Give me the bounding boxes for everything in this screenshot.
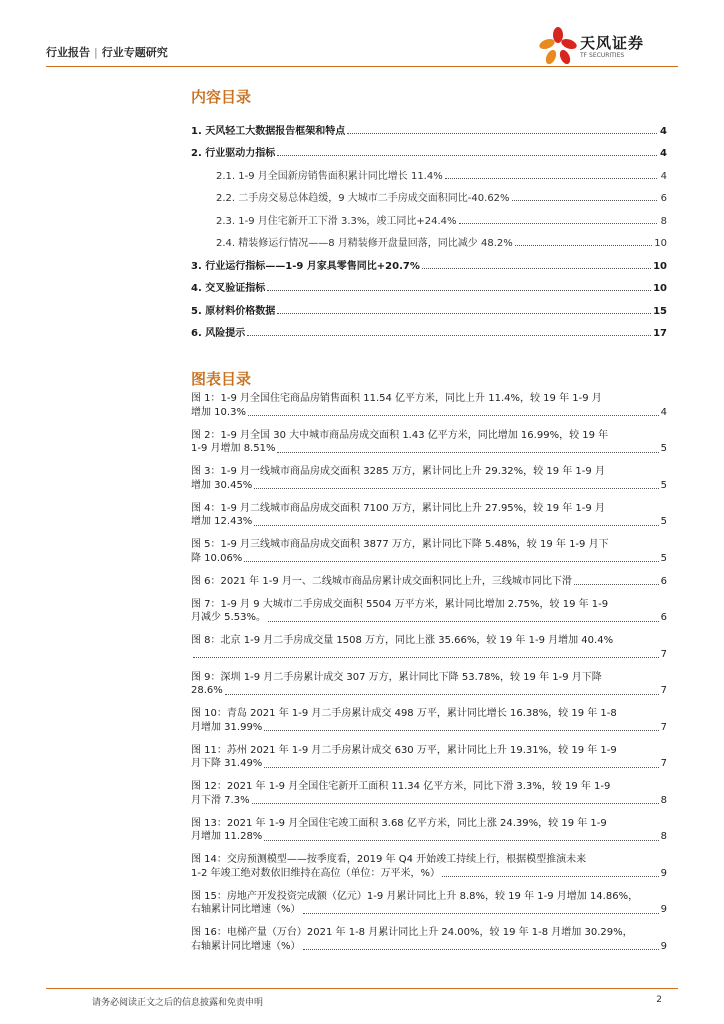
- figure-entry-text: 图 7：1-9 月 9 大城市二手房成交面积 5504 万平方米，累计同比增加 2.75%，较 19 年 1-9: [191, 598, 609, 610]
- figure-entry-text-cont: 增加 30.45%: [191, 479, 253, 491]
- figure-entry-text-cont: 图 6：2021 年 1-9 月一、二线城市商品房累计成交面积同比上升，三线城市同比下滑: [191, 575, 572, 587]
- figure-entry[interactable]: [191, 780, 667, 807]
- figure-entry[interactable]: [191, 634, 667, 661]
- dot-leader: [277, 313, 651, 314]
- toc-entry-text: 1. 天风轻工大数据报告框架和特点: [191, 125, 346, 137]
- figure-entry[interactable]: [191, 853, 667, 880]
- brand-logo: [538, 26, 688, 66]
- dot-leader: [347, 133, 657, 134]
- dot-leader: [303, 949, 659, 950]
- figure-entry-page: 7: [660, 685, 667, 696]
- toc-entry-page: 8: [660, 215, 667, 227]
- figure-entry-page: 8: [660, 831, 667, 842]
- report-subcategory: 行业专题研究: [101, 46, 168, 59]
- figure-entry[interactable]: [191, 429, 667, 456]
- dot-leader: [193, 657, 659, 658]
- figure-entry-page: 9: [660, 940, 667, 952]
- dot-leader: [252, 803, 659, 804]
- dot-leader: [268, 621, 659, 622]
- header-divider: [46, 66, 678, 67]
- figure-entry-text-cont: 增加 10.3%: [191, 406, 246, 418]
- figure-entry[interactable]: [191, 890, 667, 917]
- toc-title: 内容目录: [191, 88, 252, 106]
- dot-leader: [277, 155, 657, 156]
- dot-leader: [303, 913, 659, 914]
- toc-entry-text: 3. 行业运行指标——1-9 月家具零售同比+20.7%: [191, 260, 420, 272]
- figure-entry[interactable]: [191, 817, 667, 844]
- figure-entry-text: 图 10：青岛 2021 年 1-9 月二手房累计成交 498 万平，累计同比增长 16.38%，较 19 年 1-8: [191, 708, 617, 719]
- report-header: [46, 44, 168, 60]
- figure-entry-text-cont: 月下滑 7.3%: [191, 794, 250, 806]
- figure-entry-text: 图 5：1-9 月三线城市商品房成交面积 3877 万方，累计同比下降 5.48%，较 19 年 1-9 月下: [191, 539, 609, 550]
- toc-entry-text: 4. 交叉验证指标: [191, 283, 266, 294]
- page-number: 2: [656, 995, 662, 1005]
- figure-entry[interactable]: [191, 465, 667, 492]
- toc-entry[interactable]: [191, 272, 667, 295]
- figure-entry-text-cont: 月增加 11.28%: [191, 831, 263, 842]
- figure-entry-page: 5: [660, 479, 667, 491]
- dot-leader: [264, 767, 658, 768]
- figure-entry-text-cont: 28.6%: [191, 685, 223, 696]
- dot-leader: [459, 223, 657, 224]
- dot-leader: [574, 584, 659, 585]
- figure-entry-text: 图 12：2021 年 1-9 月全国住宅新开工面积 11.34 亿平方米，同比下滑 3.3%，较 19 年 1-9: [191, 781, 611, 792]
- figure-entry-text: 图 9：深圳 1-9 月二手房累计成交 307 万方，累计同比下降 53.78%，较 19 年 1-9 月下降: [191, 671, 602, 683]
- toc-entry[interactable]: [191, 317, 667, 340]
- figure-entry[interactable]: [191, 671, 667, 698]
- figure-entry-text: 图 3：1-9 月一线城市商品房成交面积 3285 万方，累计同比上升 29.32%，较 19 年 1-9 月: [191, 466, 605, 477]
- dot-leader: [512, 200, 657, 201]
- pinwheel-logo-icon: [538, 26, 578, 66]
- footer-disclaimer: 请务必阅读正文之后的信息披露和免责申明: [92, 998, 264, 1008]
- figure-entry-text: 图 15：房地产开发投资完成额（亿元）1-9 月累计同比上升 8.8%，较 19 年 1-9 月增加 14.86%，: [191, 890, 639, 902]
- figure-entry-text-cont: 月下降 31.49%: [191, 758, 263, 769]
- toc-entry-page: 4: [660, 148, 667, 159]
- figure-entry-text-cont: 1-2 年竣工绝对数依旧维持在高位（单位：万平米，%）: [191, 867, 441, 879]
- figure-entry[interactable]: [191, 598, 667, 625]
- toc-entry-page: 4: [660, 170, 667, 182]
- figure-entry-text: 图 4：1-9 月二线城市商品房成交面积 7100 万方，累计同比上升 27.95%，较 19 年 1-9 月: [191, 502, 605, 514]
- dot-leader: [277, 452, 658, 453]
- figure-entry[interactable]: [191, 392, 667, 419]
- toc-entry[interactable]: [191, 227, 667, 250]
- figure-entry-page: 7: [660, 721, 667, 733]
- figure-entry-page: 6: [660, 612, 667, 623]
- toc-entry-text: 2.4. 精装修运行情况——8 月精装修开盘量回落，同比减少 48.2%: [216, 238, 513, 249]
- dot-leader: [267, 290, 651, 291]
- toc-entry-text: 2.3. 1-9 月住宅新开工下滑 3.3%，竣工同比+24.4%: [216, 215, 457, 227]
- toc-entry[interactable]: [191, 114, 667, 137]
- figure-entry-text: 图 16：电梯产量（万台）2021 年 1-8 月累计同比上升 24.00%，较 19 年 1-8 月增加 30.29%，: [191, 927, 633, 938]
- figure-entry[interactable]: [191, 744, 667, 771]
- figure-entry-page: 6: [660, 575, 667, 587]
- dot-leader: [225, 694, 659, 695]
- figure-entry-text: 图 11：苏州 2021 年 1-9 月二手房累计成交 630 万平，累计同比上升 19.31%，较 19 年 1-9: [191, 744, 617, 756]
- dot-leader: [264, 840, 658, 841]
- figure-entry-page: 7: [660, 758, 667, 769]
- toc-entry-text: 6. 风险提示: [191, 328, 246, 339]
- figure-entry-text-cont: 增加 12.43%: [191, 516, 253, 527]
- toc-entry-text: 2. 行业驱动力指标: [191, 148, 276, 159]
- figure-entry-page: 5: [660, 443, 667, 454]
- figure-entry-text: 图 1：1-9 月全国住宅商品房销售面积 11.54 亿平方米，同比上升 11.4%，较 19 年 1-9 月: [191, 393, 602, 404]
- toc-entry[interactable]: [191, 204, 667, 227]
- figure-entry-text: 图 14：交房预测模型——按季度看，2019 年 Q4 开始竣工持续上行，根据模型推演未来: [191, 854, 587, 865]
- figures-title: 图表目录: [191, 370, 252, 388]
- dot-leader: [254, 488, 658, 489]
- dot-leader: [445, 178, 657, 179]
- figure-entry[interactable]: [191, 575, 667, 589]
- toc-entry-text: 2.1. 1-9 月全国新房销售面积累计同比增长 11.4%: [216, 170, 443, 182]
- footer-divider: [46, 988, 678, 989]
- figure-entry-text-cont: 右轴累计同比增速（%）: [191, 904, 301, 915]
- table-of-contents: [191, 114, 667, 339]
- toc-entry-page: 6: [660, 193, 667, 204]
- dot-leader: [264, 730, 658, 731]
- report-category: 行业报告: [46, 46, 90, 59]
- figure-entry-page: 9: [660, 867, 667, 879]
- toc-entry[interactable]: [191, 294, 667, 317]
- toc-entry-page: 17: [653, 328, 667, 339]
- figure-entry-text-cont: 月减少 5.53%。: [191, 612, 266, 623]
- figure-entry-page: 8: [660, 794, 667, 806]
- figure-entry-page: 7: [660, 648, 667, 660]
- figure-entry-page: 5: [660, 516, 667, 527]
- toc-entry-page: 15: [653, 305, 667, 317]
- toc-entry-text: 5. 原材料价格数据: [191, 305, 276, 317]
- toc-entry[interactable]: [191, 182, 667, 205]
- figure-entry-text-cont: 右轴累计同比增速（%）: [191, 940, 301, 952]
- figure-entry-text-cont: 月增加 31.99%: [191, 721, 263, 733]
- dot-leader: [244, 561, 658, 562]
- figure-entry-page: 5: [660, 552, 667, 564]
- dot-leader: [422, 268, 651, 269]
- dot-leader: [442, 876, 659, 877]
- dot-leader: [254, 525, 658, 526]
- toc-entry-page: 10: [653, 260, 667, 272]
- toc-entry-page: 10: [654, 238, 667, 249]
- toc-entry-page: 4: [660, 125, 667, 137]
- toc-entry-page: 10: [653, 283, 667, 294]
- toc-entry[interactable]: [191, 249, 667, 272]
- toc-entry[interactable]: [191, 137, 667, 160]
- figure-entry-text: 图 8：北京 1-9 月二手房成交量 1508 万方，同比上涨 35.66%，较 19 年 1-9 月增加 40.4%: [191, 635, 614, 646]
- figure-entry-text-cont: 1-9 月增加 8.51%: [191, 443, 276, 454]
- figure-entry-text-cont: 降 10.06%: [191, 552, 243, 564]
- figure-entry[interactable]: [191, 502, 667, 529]
- dot-leader: [247, 335, 651, 336]
- header-separator: |: [94, 46, 98, 59]
- dot-leader: [515, 245, 653, 246]
- toc-entry-text: 2.2. 二手房交易总体趋缓，9 大城市二手房成交面积同比-40.62%: [216, 193, 510, 204]
- brand-name: 天风证券: [580, 34, 645, 52]
- toc-entry[interactable]: [191, 159, 667, 182]
- brand-name-en: TF SECURITIES: [580, 52, 625, 59]
- dot-leader: [248, 415, 659, 416]
- figure-entry[interactable]: [191, 926, 667, 953]
- figure-entry-page: 9: [660, 904, 667, 915]
- list-of-figures: [191, 392, 667, 963]
- figure-entry[interactable]: [191, 707, 667, 734]
- figure-entry-text: 图 2：1-9 月全国 30 大中城市商品房成交面积 1.43 亿平方米，同比增加 16.99%，较 19 年: [191, 429, 609, 441]
- figure-entry-page: 4: [660, 406, 667, 418]
- figure-entry[interactable]: [191, 538, 667, 565]
- figure-entry-text: 图 13：2021 年 1-9 月全国住宅竣工面积 3.68 亿平方米，同比上涨 24.39%，较 19 年 1-9: [191, 817, 607, 829]
